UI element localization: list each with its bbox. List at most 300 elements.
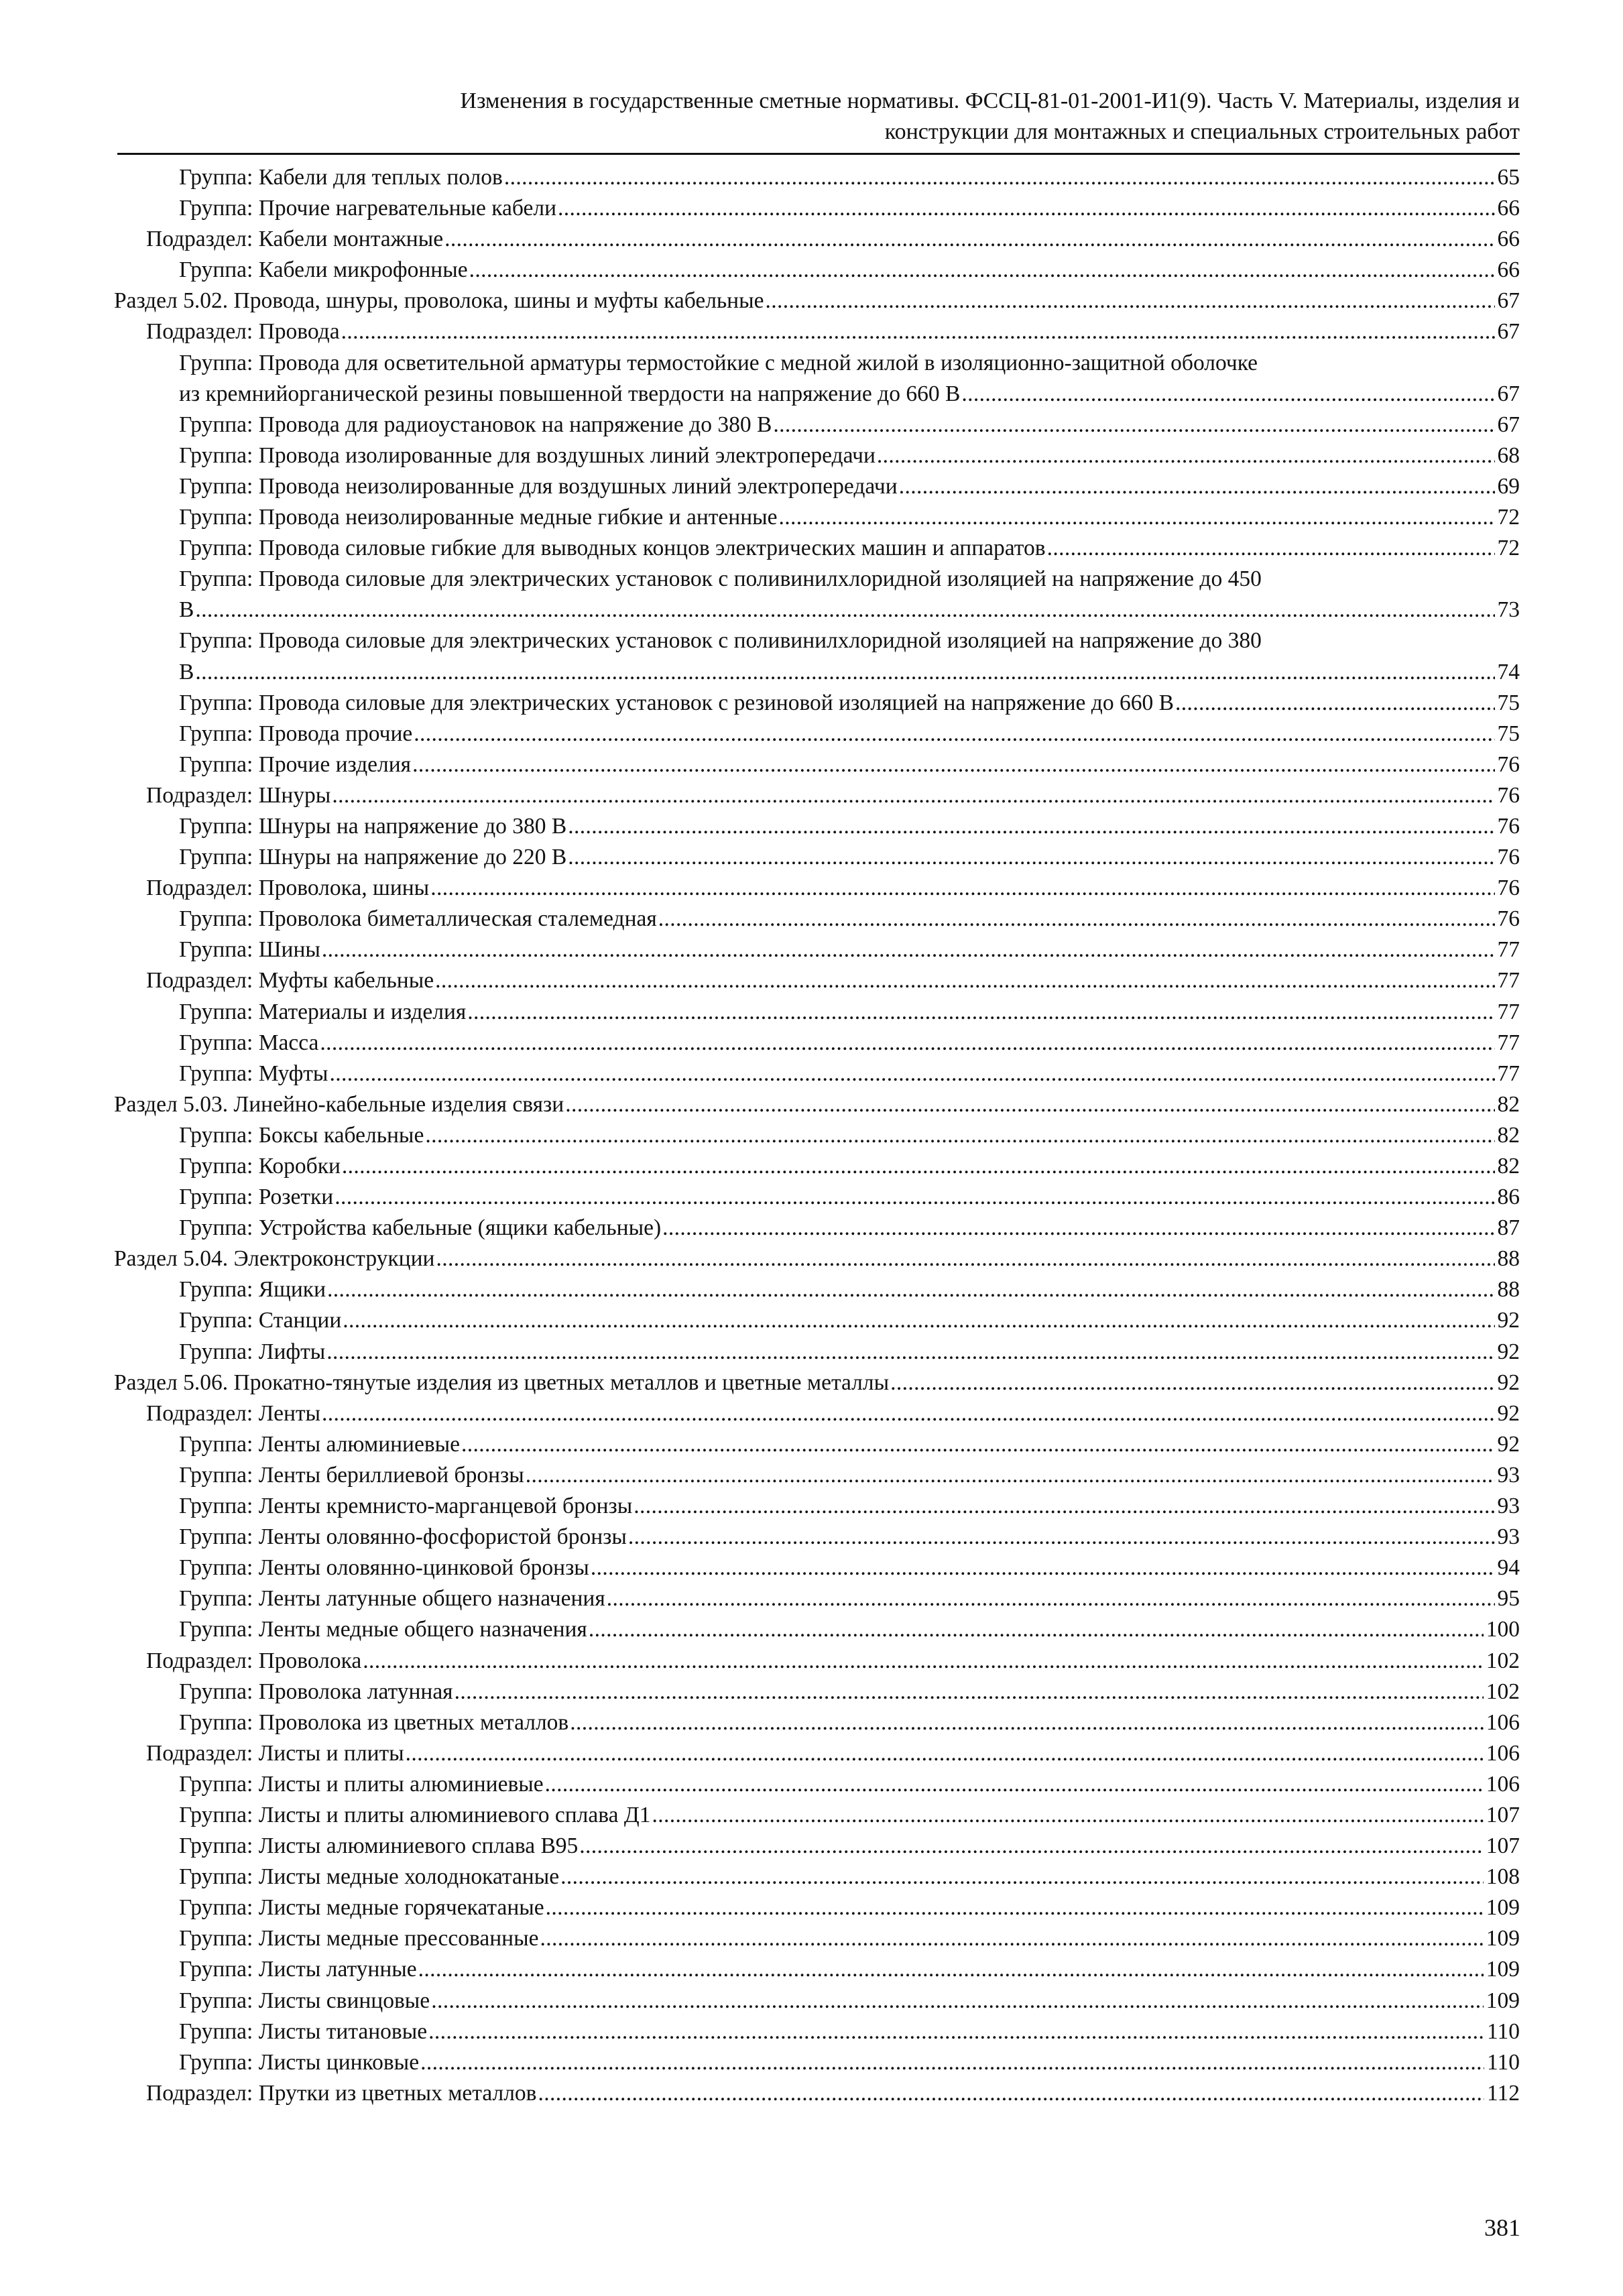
toc-section-entry[interactable] (114, 1089, 1520, 1120)
toc-entry-label: Группа: Розетки (179, 1185, 334, 1210)
dot-leader (877, 440, 1495, 471)
dot-leader (455, 1677, 1484, 1707)
toc-entry-label: Раздел 5.04. Электроконструкции (114, 1246, 435, 1272)
toc-entry-page: 66 (1497, 196, 1520, 221)
dot-leader (406, 1738, 1484, 1769)
toc-group-entry[interactable] (179, 1151, 1520, 1182)
toc-subsection-entry[interactable] (146, 316, 1520, 347)
toc-group-entry[interactable] (179, 533, 1520, 564)
toc-entry-line (179, 2047, 1520, 2078)
toc-entry-line (179, 440, 1520, 471)
toc-group-entry[interactable] (179, 1429, 1520, 1460)
dot-leader (335, 1182, 1494, 1213)
toc-entry-line (179, 842, 1520, 873)
toc-entry-label: Раздел 5.02. Провода, шнуры, проволока, шины и муфты кабельные (114, 288, 764, 314)
toc-entry-line (179, 162, 1520, 193)
toc-entry-line (179, 1460, 1520, 1491)
toc-group-entry[interactable] (179, 1337, 1520, 1368)
dot-leader (545, 1769, 1484, 1800)
toc-entry-label: Группа: Листы цинковые (179, 2049, 420, 2075)
toc-entry-page: 106 (1486, 1740, 1520, 1766)
toc-entry-page: 77 (1497, 1061, 1520, 1086)
toc-entry-line (179, 904, 1520, 934)
toc-group-entry[interactable] (179, 625, 1520, 687)
toc-entry-page: 100 (1486, 1617, 1520, 1642)
toc-group-entry[interactable] (179, 719, 1520, 749)
toc-entry-label: Подраздел: Прутки из цветных металлов (146, 2080, 537, 2106)
toc-entry-line (179, 1923, 1520, 1954)
toc-entry-label: Группа: Ленты медные общего назначения (179, 1617, 587, 1642)
dot-leader (326, 1337, 1494, 1368)
dot-leader (526, 1460, 1495, 1491)
toc-entry-page: 76 (1497, 845, 1520, 870)
dot-leader (435, 965, 1494, 996)
toc-entry-line (179, 1305, 1520, 1336)
toc-entry-line (179, 997, 1520, 1028)
toc-group-entry[interactable] (179, 997, 1520, 1028)
toc-entry-page: 77 (1497, 968, 1520, 993)
toc-entry-line (179, 255, 1520, 286)
toc-subsection-entry[interactable] (146, 873, 1520, 904)
dot-leader (961, 379, 1494, 410)
toc-entry-page: 68 (1497, 442, 1520, 468)
dot-leader (195, 657, 1494, 688)
toc-entry-label: Подраздел: Провода (146, 319, 340, 345)
toc-group-entry[interactable] (179, 471, 1520, 502)
toc-entry-line (179, 1274, 1520, 1305)
toc-entry-line (179, 471, 1520, 502)
toc-entry-page: 92 (1497, 1339, 1520, 1364)
toc-entry-label: Группа: Листы латунные (179, 1957, 417, 1982)
toc-group-entry[interactable] (179, 1182, 1520, 1213)
toc-entry-line (179, 811, 1520, 842)
toc-entry-page: 77 (1497, 937, 1520, 963)
toc-group-entry[interactable] (179, 1583, 1520, 1614)
toc-entry-label: Группа: Шнуры на напряжение до 380 В (179, 813, 567, 839)
toc-entry-page: 94 (1497, 1555, 1520, 1581)
dot-leader (436, 1244, 1494, 1274)
toc-entry-page: 92 (1497, 1308, 1520, 1333)
toc-entry-label: Группа: Материалы и изделия (179, 999, 467, 1024)
toc-entry-page: 95 (1497, 1586, 1520, 1612)
toc-entry-page: 67 (1497, 381, 1520, 406)
dot-leader (414, 719, 1494, 749)
toc-entry-page: 69 (1497, 473, 1520, 499)
toc-entry-label: Группа: Провода для радиоустановок на напряжение до 380 В (179, 412, 772, 437)
toc-entry-label: Подраздел: Шнуры (146, 782, 331, 808)
toc-entry-line (179, 1028, 1520, 1059)
dot-leader (558, 193, 1494, 224)
toc-group-entry[interactable] (179, 1553, 1520, 1583)
toc-entry-page: 102 (1486, 1679, 1520, 1704)
toc-entry-label: Подраздел: Ленты (146, 1400, 321, 1426)
toc-entry-page: 73 (1497, 597, 1520, 623)
toc-entry-line (146, 2078, 1520, 2109)
toc-group-entry[interactable] (179, 1707, 1520, 1738)
toc-entry-label: Группа: Листы медные горячекатаные (179, 1895, 544, 1921)
toc-group-entry[interactable] (179, 688, 1520, 719)
dot-leader (890, 1368, 1494, 1398)
toc-entry-label: Группа: Ящики (179, 1277, 326, 1303)
toc-entry-page: 109 (1486, 1926, 1520, 1951)
toc-entry-label: Группа: Провода силовые для электрических установок с резиновой изоляцией на напряжение до 660 В (179, 690, 1174, 715)
toc-section-entry[interactable] (114, 286, 1520, 316)
toc-entry-label: Группа: Масса (179, 1030, 319, 1055)
toc-entry-label: Группа: Муфты (179, 1061, 328, 1086)
toc-group-entry[interactable] (179, 1986, 1520, 2016)
dot-leader (1047, 533, 1495, 564)
toc-entry-line (179, 1862, 1520, 1892)
dot-leader (504, 162, 1495, 193)
toc-entry-page: 75 (1497, 721, 1520, 746)
toc-entry-page: 110 (1486, 2018, 1520, 2044)
dot-leader (565, 1089, 1494, 1120)
toc-entry-line (179, 657, 1520, 688)
toc-entry-label: Группа: Листы медные холоднокатаные (179, 1864, 560, 1890)
dot-leader (342, 1151, 1495, 1182)
toc-entry-page: 92 (1497, 1431, 1520, 1457)
toc-entry-page: 109 (1486, 1957, 1520, 1982)
toc-entry-line (179, 1522, 1520, 1553)
toc-group-entry[interactable] (179, 1491, 1520, 1522)
toc-entry-label: Группа: Ленты алюминиевые (179, 1431, 461, 1457)
toc-entry-page: 75 (1497, 690, 1520, 715)
toc-section-entry[interactable] (114, 1244, 1520, 1274)
toc-entry-page: 82 (1497, 1154, 1520, 1179)
dot-leader (329, 1059, 1494, 1089)
toc-group-entry[interactable] (179, 1614, 1520, 1645)
toc-entry-page: 93 (1497, 1462, 1520, 1488)
toc-subsection-entry[interactable] (146, 780, 1520, 811)
toc-group-entry[interactable] (179, 2016, 1520, 2047)
dot-leader (591, 1553, 1495, 1583)
toc-group-entry[interactable] (179, 564, 1520, 625)
toc-group-entry[interactable] (179, 1213, 1520, 1244)
toc-entry-label: Группа: Ленты оловянно-фосфористой бронзы (179, 1524, 627, 1550)
toc-entry-line (146, 316, 1520, 347)
toc-entry-line (179, 410, 1520, 440)
dot-leader (560, 1862, 1484, 1892)
toc-entry-label-continued: Группа: Провода силовые для электрических установок с поливинилхлоридной изоляцией на напряжение до 450 (179, 566, 1262, 592)
toc-group-entry[interactable] (179, 1923, 1520, 1954)
toc-entry-page: 93 (1497, 1524, 1520, 1550)
toc-entry-line (146, 780, 1520, 811)
toc-entry-page: 77 (1497, 999, 1520, 1024)
toc-entry-line (179, 1707, 1520, 1738)
toc-entry-label: Подраздел: Проволока (146, 1648, 362, 1673)
toc-group-entry[interactable] (179, 842, 1520, 873)
toc-group-entry[interactable] (179, 502, 1520, 533)
toc-group-entry[interactable] (179, 1274, 1520, 1305)
toc-entry-page: 108 (1486, 1864, 1520, 1890)
dot-leader (444, 224, 1494, 255)
toc-entry-line (146, 224, 1520, 255)
dot-leader (425, 1120, 1494, 1151)
toc-entry-page: 67 (1497, 288, 1520, 314)
toc-entry-line (146, 873, 1520, 904)
toc-subsection-entry[interactable] (146, 2078, 1520, 2109)
toc-entry-line (179, 379, 1520, 410)
toc-entry-page: 76 (1497, 782, 1520, 808)
toc-entry-page: 106 (1486, 1709, 1520, 1735)
toc-entry-label-continued: Группа: Провода для осветительной арматуры термостойкие с медной жилой в изоляционно-защитной оболочке (179, 350, 1258, 375)
toc-entry-line (179, 595, 1520, 625)
toc-entry-label: Группа: Боксы кабельные (179, 1122, 424, 1148)
toc-entry-page: 107 (1486, 1802, 1520, 1827)
toc-entry-line (179, 533, 1520, 564)
toc-subsection-entry[interactable] (146, 1398, 1520, 1429)
toc-entry-label: Группа: Устройства кабельные (ящики кабельные) (179, 1215, 662, 1241)
dot-leader (773, 410, 1494, 440)
toc-group-entry[interactable] (179, 162, 1520, 193)
toc-subsection-entry[interactable] (146, 1646, 1520, 1677)
toc-entry-label: Группа: Проволока латунная (179, 1679, 453, 1704)
dot-leader (431, 1986, 1484, 2016)
running-header (117, 86, 1520, 147)
toc-entry-page: 66 (1497, 227, 1520, 252)
toc-group-entry[interactable] (179, 2047, 1520, 2078)
toc-entry-line (179, 502, 1520, 533)
dot-leader (428, 2016, 1484, 2047)
toc-entry-line (179, 1151, 1520, 1182)
toc-entry-line (146, 965, 1520, 996)
toc-entry-line (179, 2016, 1520, 2047)
toc-entry-label: Группа: Шины (179, 937, 320, 963)
toc-entry-line (179, 1553, 1520, 1583)
toc-entry-page: 82 (1497, 1091, 1520, 1117)
toc-entry-line (114, 286, 1520, 316)
toc-entry-label: Группа: Кабели микрофонные (179, 257, 468, 283)
dot-leader (430, 873, 1494, 904)
dot-leader (332, 780, 1494, 811)
dot-leader (568, 811, 1494, 842)
toc-entry-label: Группа: Листы и плиты алюминиевые (179, 1771, 544, 1797)
toc-subsection-entry[interactable] (146, 224, 1520, 255)
toc-entry-label: из кремнийорганической резины повышенной твердости на напряжение до 660 В (179, 381, 961, 406)
toc-entry-label: Группа: Провода прочие (179, 721, 413, 746)
toc-entry-page: 109 (1486, 1895, 1520, 1921)
toc-entry-line (179, 1583, 1520, 1614)
toc-entry-line (146, 1646, 1520, 1677)
toc-entry-label: Группа: Ленты кремнисто-марганцевой бронзы (179, 1494, 633, 1519)
dot-leader (418, 1954, 1484, 1985)
dot-leader (579, 1831, 1483, 1862)
toc-entry-label: Группа: Провода неизолированные для воздушных линий электропередачи (179, 473, 898, 499)
toc-entry-line (179, 1892, 1520, 1923)
toc-subsection-entry[interactable] (146, 965, 1520, 996)
toc-entry-page: 82 (1497, 1122, 1520, 1148)
running-header-line-1: Изменения в государственные сметные нормативы. ФССЦ-81-01-2001-И1(9). Часть V. Материалы, изделия и (460, 88, 1520, 113)
toc-group-entry[interactable] (179, 1800, 1520, 1831)
toc-entry-line (179, 1800, 1520, 1831)
dot-leader (634, 1491, 1494, 1522)
toc-entry-page: 86 (1497, 1185, 1520, 1210)
toc-entry-label: Группа: Листы и плиты алюминиевого сплава Д1 (179, 1802, 651, 1827)
toc-entry-line (179, 1614, 1520, 1645)
dot-leader (658, 904, 1495, 934)
toc-entry-page: 72 (1497, 536, 1520, 561)
dot-leader (195, 595, 1494, 625)
dot-leader (899, 471, 1495, 502)
toc-group-entry[interactable] (179, 410, 1520, 440)
toc-entry-label: Группа: Листы алюминиевого сплава В95 (179, 1833, 579, 1859)
toc-entry-label: Группа: Ленты бериллиевой бронзы (179, 1462, 524, 1488)
toc-group-entry[interactable] (179, 193, 1520, 224)
toc-entry-label: Группа: Листы медные прессованные (179, 1926, 539, 1951)
toc-group-entry[interactable] (179, 1120, 1520, 1151)
dot-leader (469, 255, 1495, 286)
toc-group-entry[interactable] (179, 811, 1520, 842)
toc-entry-line (179, 1059, 1520, 1089)
toc-entry-label: Подраздел: Муфты кабельные (146, 968, 434, 993)
toc-entry-line (179, 193, 1520, 224)
dot-leader (766, 286, 1495, 316)
toc-entry-page: 112 (1486, 2080, 1520, 2106)
toc-entry-label: Группа: Шнуры на напряжение до 220 В (179, 845, 567, 870)
toc-entry-label: Группа: Проволока биметаллическая сталемедная (179, 906, 657, 932)
toc-entry-label-continued: Группа: Провода силовые для электрических установок с поливинилхлоридной изоляцией на напряжение до 380 (179, 628, 1262, 654)
dot-leader (662, 1213, 1494, 1244)
toc-entry-label: Группа: Листы титановые (179, 2018, 428, 2044)
dot-leader (628, 1522, 1495, 1553)
dot-leader (363, 1646, 1483, 1677)
toc-group-entry[interactable] (179, 934, 1520, 965)
toc-entry-label: Подраздел: Проволока, шины (146, 875, 430, 901)
toc-entry-page: 110 (1486, 2049, 1520, 2075)
dot-leader (546, 1892, 1484, 1923)
toc-entry-line (179, 688, 1520, 719)
toc-entry-page: 92 (1497, 1370, 1520, 1395)
toc-entry-label: Раздел 5.03. Линейно-кабельные изделия связи (114, 1091, 564, 1117)
dot-leader (652, 1800, 1483, 1831)
toc-entry-label: Группа: Провода силовые гибкие для выводных концов электрических машин и аппаратов (179, 536, 1046, 561)
toc-group-entry[interactable] (179, 1892, 1520, 1923)
dot-leader (461, 1429, 1494, 1460)
toc-entry-page: 88 (1497, 1277, 1520, 1303)
running-header-line-2: конструкции для монтажных и специальных строительных работ (884, 119, 1520, 144)
toc-entry-line (179, 1213, 1520, 1244)
toc-entry-line (114, 1368, 1520, 1398)
dot-leader (1175, 688, 1495, 719)
toc-entry-line (179, 1337, 1520, 1368)
toc-group-entry[interactable] (179, 1954, 1520, 1985)
toc-entry-label: Группа: Провода изолированные для воздушных линий электропередачи (179, 442, 876, 468)
toc-entry-page: 66 (1497, 257, 1520, 283)
toc-entry-label: Группа: Прочие нагревательные кабели (179, 196, 557, 221)
toc-section-entry[interactable] (114, 1368, 1520, 1398)
dot-leader (412, 749, 1494, 780)
toc-entry-page: 76 (1497, 813, 1520, 839)
toc-entry-label: Группа: Кабели для теплых полов (179, 165, 503, 190)
toc-entry-label: В (179, 659, 194, 684)
toc-entry-label: Группа: Коробки (179, 1154, 341, 1179)
toc-entry-label: Подраздел: Кабели монтажные (146, 227, 444, 252)
dot-leader (327, 1274, 1495, 1305)
toc-group-entry[interactable] (179, 1522, 1520, 1553)
toc-entry-page: 67 (1497, 319, 1520, 345)
toc-entry-label: Группа: Листы свинцовые (179, 1988, 430, 2013)
toc-entry-page: 102 (1486, 1648, 1520, 1673)
toc-entry-line (146, 1738, 1520, 1769)
toc-entry-page: 65 (1497, 165, 1520, 190)
dot-leader (420, 2047, 1484, 2078)
dot-leader (570, 1707, 1484, 1738)
toc-entry-page: 72 (1497, 505, 1520, 530)
toc-entry-line (179, 1429, 1520, 1460)
toc-entry-page: 87 (1497, 1215, 1520, 1241)
toc-entry-page: 92 (1497, 1400, 1520, 1426)
toc-entry-page: 107 (1486, 1833, 1520, 1859)
toc-entry-label: Группа: Прочие изделия (179, 751, 412, 777)
toc-entry-page: 106 (1486, 1771, 1520, 1797)
toc-entry-line (179, 1769, 1520, 1800)
toc-entry-line (179, 1986, 1520, 2016)
toc-group-entry[interactable] (179, 255, 1520, 286)
toc-group-entry[interactable] (179, 1460, 1520, 1491)
toc-group-entry[interactable] (179, 1028, 1520, 1059)
table-of-contents (0, 162, 1623, 2109)
toc-entry-label: Группа: Провода неизолированные медные гибкие и антенные (179, 505, 778, 530)
header-rule (117, 153, 1520, 155)
toc-group-entry[interactable] (179, 904, 1520, 934)
dot-leader (341, 316, 1495, 347)
toc-entry-line (179, 1954, 1520, 1985)
toc-entry-line (146, 1398, 1520, 1429)
toc-entry-label: Подраздел: Листы и плиты (146, 1740, 404, 1766)
dot-leader (320, 1028, 1494, 1059)
toc-entry-page: 76 (1497, 751, 1520, 777)
toc-entry-line (179, 1831, 1520, 1862)
toc-group-entry[interactable] (179, 1059, 1520, 1089)
toc-entry-page: 109 (1486, 1988, 1520, 2013)
toc-group-entry[interactable] (179, 1305, 1520, 1336)
dot-leader (568, 842, 1494, 873)
toc-entry-line (179, 1120, 1520, 1151)
toc-entry-label: Группа: Станции (179, 1308, 342, 1333)
toc-entry-line (114, 1089, 1520, 1120)
toc-group-entry[interactable] (179, 440, 1520, 471)
toc-entry-page: 88 (1497, 1246, 1520, 1272)
toc-entry-line (179, 1182, 1520, 1213)
dot-leader (538, 2078, 1484, 2109)
toc-subsection-entry[interactable] (146, 1738, 1520, 1769)
toc-group-entry[interactable] (179, 1862, 1520, 1892)
toc-group-entry[interactable] (179, 348, 1520, 410)
dot-leader (607, 1583, 1495, 1614)
toc-entry-label: В (179, 597, 194, 623)
toc-group-entry[interactable] (179, 1769, 1520, 1800)
toc-entry-line (179, 1677, 1520, 1707)
dot-leader (322, 934, 1495, 965)
toc-entry-page: 93 (1497, 1494, 1520, 1519)
dot-leader (589, 1614, 1484, 1645)
toc-entry-label: Группа: Ленты оловянно-цинковой бронзы (179, 1555, 589, 1581)
dot-leader (467, 997, 1494, 1028)
toc-entry-label: Раздел 5.06. Прокатно-тянутые изделия из цветных металлов и цветные металлы (114, 1370, 890, 1395)
dot-leader (322, 1398, 1494, 1429)
toc-group-entry[interactable] (179, 1677, 1520, 1707)
toc-group-entry[interactable] (179, 749, 1520, 780)
toc-entry-line (179, 749, 1520, 780)
toc-entry-line (179, 1491, 1520, 1522)
toc-group-entry[interactable] (179, 1831, 1520, 1862)
toc-entry-label: Группа: Проволока из цветных металлов (179, 1709, 569, 1735)
dot-leader (343, 1305, 1494, 1336)
toc-entry-page: 67 (1497, 412, 1520, 437)
toc-entry-label: Группа: Ленты латунные общего назначения (179, 1586, 605, 1612)
toc-entry-page: 74 (1497, 659, 1520, 684)
toc-entry-page: 77 (1497, 1030, 1520, 1055)
